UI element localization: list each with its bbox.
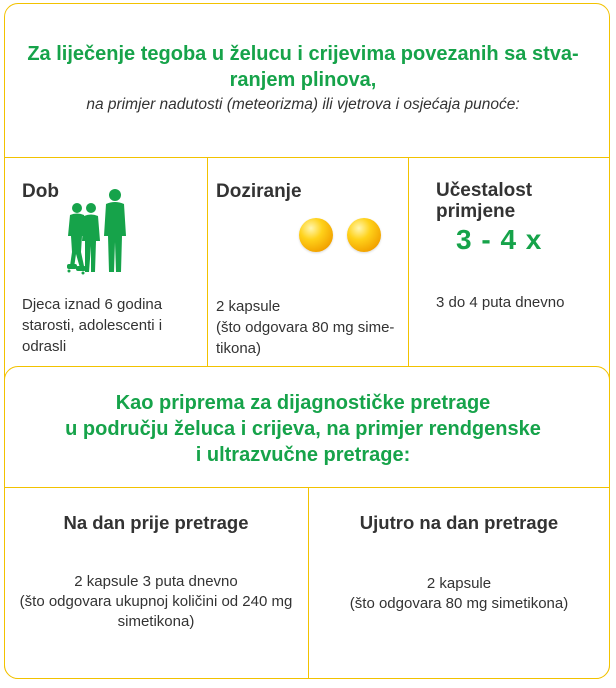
column-divider-2: [408, 157, 409, 367]
dosage-text-line1: 2 kapsule: [216, 298, 281, 315]
age-text-line2: starosti, adolescenti i: [22, 317, 163, 334]
morning-of-text: [308, 574, 610, 614]
day-before-text-line1: 2 kapsule 3 puta dnevno: [74, 573, 238, 590]
dosage-text: [216, 296, 394, 359]
capsule-icon: [347, 218, 381, 252]
frequency-text-line1: 3 do 4 puta dnevno: [436, 294, 565, 311]
age-heading: Dob: [22, 181, 59, 202]
frequency-heading-line1: Učestalost: [436, 180, 533, 201]
morning-of-text-line2: (što odgovara 80 mg simetikona): [349, 595, 569, 612]
section2-title-line2: u području želuca i crijeva, na primjer rendgenske: [65, 418, 541, 440]
frequency-highlight: 3 - 4 x: [456, 224, 543, 255]
section1-title-line1: Za liječenje tegoba u želucu i crijevima povezanih sa stva-: [27, 43, 579, 65]
frequency-heading-line2: primjene: [436, 201, 516, 222]
section2-title-line1: Kao priprema za dijagnostičke pretrage: [115, 392, 491, 414]
age-text-line3: odrasli: [22, 338, 67, 355]
day-before-text-line3: simetikona): [117, 613, 195, 630]
frequency-heading: [436, 180, 532, 222]
dosage-text-line2: (što odgovara 80 mg sime-: [216, 319, 395, 336]
frequency-text: [436, 292, 564, 313]
section2-title-line3: i ultrazvučne pretrage:: [195, 444, 411, 466]
column-divider-1: [207, 157, 208, 367]
day-before-text-line2: (što odgovara ukupnoj količini od 240 mg: [19, 593, 293, 610]
section1-header-divider: [4, 157, 610, 158]
morning-of-text-line1: 2 kapsule: [426, 575, 492, 592]
capsule-icon: [299, 218, 333, 252]
section2-header-divider: [4, 487, 610, 488]
people-age-icon: [64, 186, 134, 276]
dosage-text-line3: tikona): [216, 340, 262, 357]
age-text: [22, 294, 162, 357]
day-before-text: [4, 572, 308, 632]
section2-title: [0, 390, 606, 468]
section1-title-line2: ranjem plinova,: [229, 69, 377, 91]
morning-of-heading: Ujutro na dan pretrage: [359, 512, 559, 533]
section1-subtitle: na primjer nadutosti (meteorizma) ili vjetrova i osjećaja punoće:: [86, 96, 520, 113]
section1-title: [0, 41, 606, 93]
day-before-heading: Na dan prije pretrage: [63, 512, 249, 533]
age-text-line1: Djeca iznad 6 godina: [22, 296, 163, 313]
dosage-heading: Doziranje: [216, 181, 302, 202]
